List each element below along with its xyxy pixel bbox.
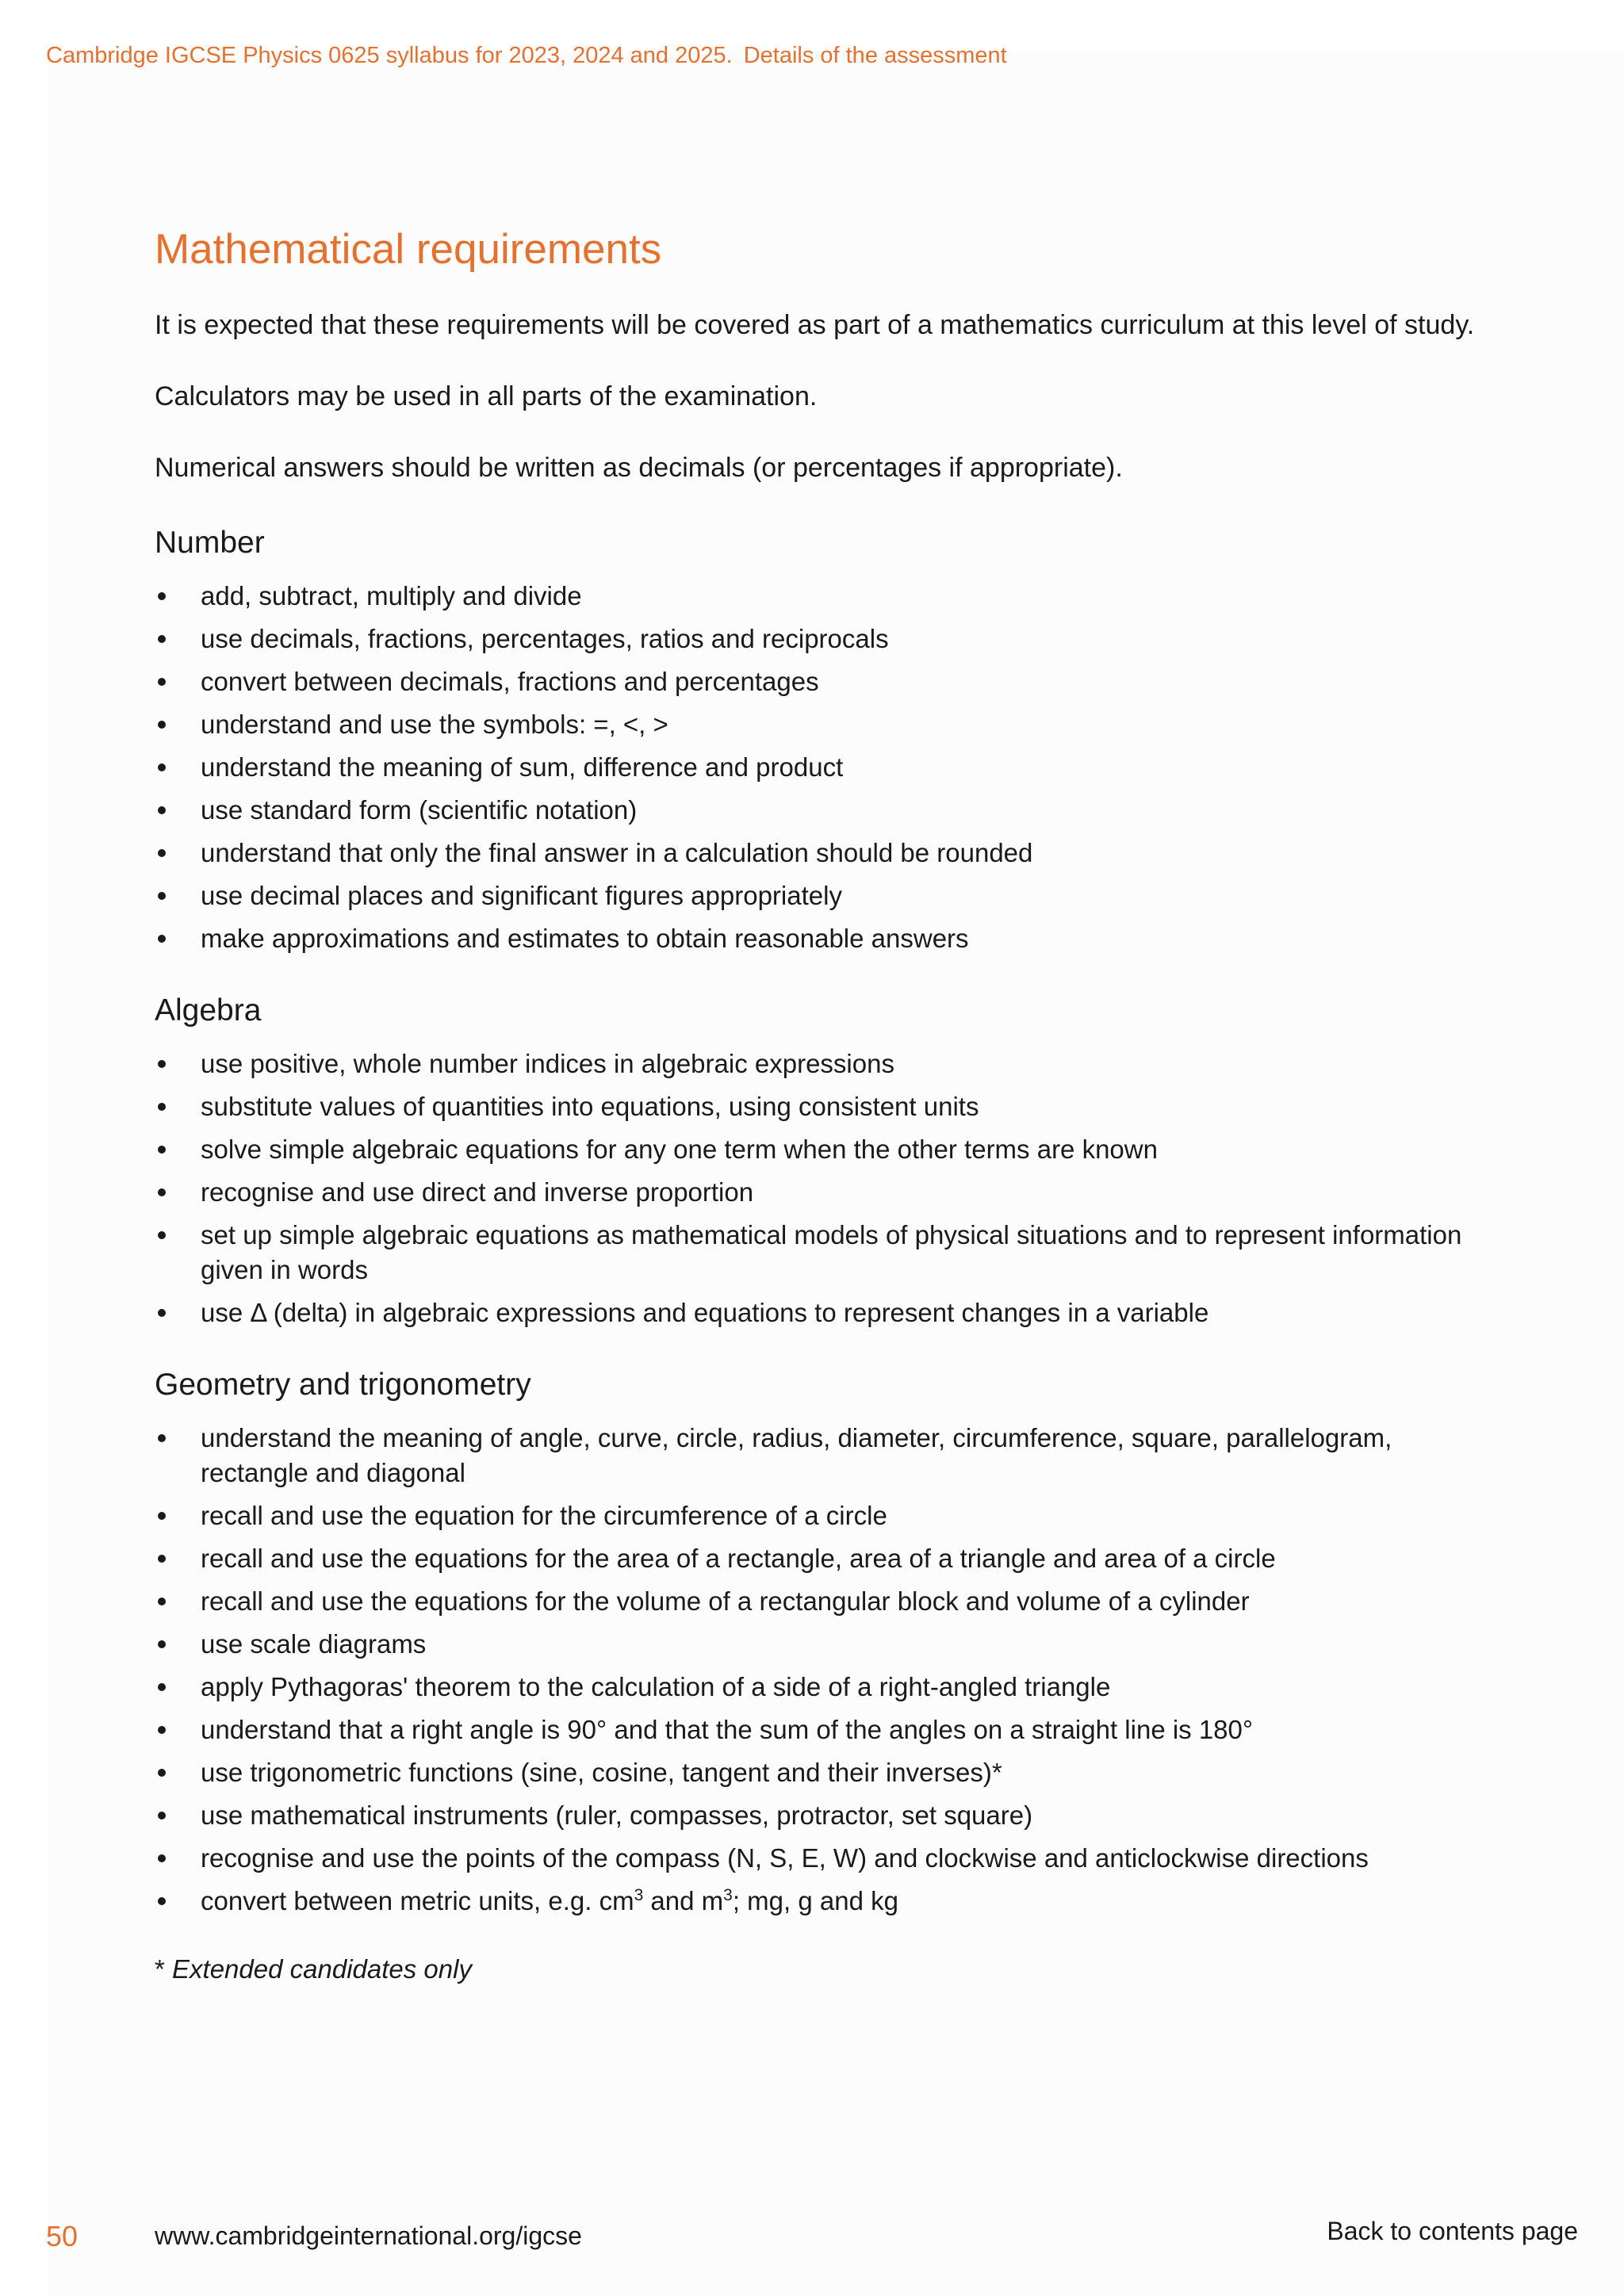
bullet-icon	[158, 1309, 166, 1317]
list-item: use trigonometric functions (sine, cosine, tangent and their inverses)*	[155, 1755, 1487, 1790]
bullet-icon	[158, 1854, 166, 1862]
section-heading-number: Number	[155, 526, 265, 560]
bullet-icon	[158, 892, 166, 900]
bullet-icon	[158, 635, 166, 643]
list-item: use standard form (scientific notation)	[155, 793, 1487, 828]
bullet-icon	[158, 1812, 166, 1820]
list-item: understand and use the symbols: =, <, >	[155, 707, 1487, 742]
list-item: use mathematical instruments (ruler, compasses, protractor, set square)	[155, 1798, 1487, 1833]
list-item: solve simple algebraic equations for any one term when the other terms are known	[155, 1132, 1487, 1167]
list-item: understand the meaning of sum, difference and product	[155, 750, 1487, 785]
intro-paragraph: Numerical answers should be written as decimals (or percentages if appropriate).	[155, 453, 1123, 483]
bullet-icon	[158, 721, 166, 729]
running-header	[46, 43, 1007, 69]
bullet-icon	[158, 1726, 166, 1734]
list-item: recognise and use the points of the compass (N, S, E, W) and clockwise and anticlockwise directions	[155, 1841, 1487, 1876]
bullet-icon	[158, 1640, 166, 1648]
list-item: convert between metric units, e.g. $cm^3$ and $m^3$; mg, g and kg	[155, 1884, 1487, 1919]
footnote-text: Extended candidates only	[172, 1954, 472, 1984]
bullet-icon	[158, 1897, 166, 1905]
bullet-icon	[158, 1683, 166, 1691]
website-link[interactable]: www.cambridgeinternational.org/igcse	[155, 2221, 582, 2250]
bullet-icon	[158, 1060, 166, 1068]
section-heading-geometry: Geometry and trigonometry	[155, 1368, 531, 1402]
bullet-icon	[158, 1103, 166, 1111]
bullet-icon	[158, 935, 166, 943]
bullet-icon	[158, 1555, 166, 1563]
list-item: use decimal places and significant figures appropriately	[155, 878, 1487, 913]
bullet-icon	[158, 678, 166, 686]
bullet-icon	[158, 592, 166, 600]
list-item: recognise and use direct and inverse proportion	[155, 1175, 1487, 1210]
main-content	[155, 222, 1487, 1985]
footnote	[155, 1954, 1487, 1985]
section-heading-algebra: Algebra	[155, 993, 262, 1027]
list-item: use decimals, fractions, percentages, ratios and reciprocals	[155, 622, 1487, 656]
back-to-contents-link[interactable]: Back to contents page	[1327, 2217, 1578, 2245]
list-item: convert between decimals, fractions and percentages	[155, 664, 1487, 699]
list-item: understand that only the final answer in a calculation should be rounded	[155, 836, 1487, 871]
list-item: apply Pythagoras' theorem to the calculation of a side of a right-angled triangle	[155, 1670, 1487, 1705]
list-item: recall and use the equation for the circumference of a circle	[155, 1498, 1487, 1533]
bullet-icon	[158, 1231, 166, 1239]
list-item: use Δ (delta) in algebraic expressions and equations to represent changes in a variable	[155, 1295, 1487, 1330]
bullet-icon	[158, 1434, 166, 1442]
list-item: add, subtract, multiply and divide	[155, 579, 1487, 614]
list-item: recall and use the equations for the volume of a rectangular block and volume of a cylinder	[155, 1584, 1487, 1619]
list-item: set up simple algebraic equations as mathematical models of physical situations and to represent information given in words	[155, 1218, 1487, 1288]
page-title: Mathematical requirements	[155, 226, 662, 273]
list-item: understand the meaning of angle, curve, circle, radius, diameter, circumference, square, parallelogram, rectangle and diagonal	[155, 1421, 1487, 1490]
list-item: make approximations and estimates to obtain reasonable answers	[155, 921, 1487, 956]
section-title: Details of the assessment	[743, 43, 1007, 68]
bullet-icon	[158, 1188, 166, 1196]
footnote-marker: *	[155, 1954, 173, 1984]
page-number: 50	[46, 2220, 79, 2252]
list-item: recall and use the equations for the area of a rectangle, area of a triangle and area of a circle	[155, 1541, 1487, 1576]
number-list	[155, 579, 1487, 956]
list-item: understand that a right angle is 90° and that the sum of the angles on a straight line is 180°	[155, 1712, 1487, 1747]
list-item: use positive, whole number indices in algebraic expressions	[155, 1047, 1487, 1081]
bullet-icon	[158, 806, 166, 814]
bullet-icon	[158, 1512, 166, 1520]
list-item: substitute values of quantities into equations, using consistent units	[155, 1089, 1487, 1124]
syllabus-title: Cambridge IGCSE Physics 0625 syllabus for 2023, 2024 and 2025.	[46, 43, 733, 68]
bullet-icon	[158, 763, 166, 771]
intro-paragraph: It is expected that these requirements will be covered as part of a mathematics curriculum at this level of study.	[155, 310, 1475, 340]
bullet-icon	[158, 1598, 166, 1605]
list-item: use scale diagrams	[155, 1627, 1487, 1662]
bullet-icon	[158, 1146, 166, 1154]
geometry-list	[155, 1421, 1487, 1919]
bullet-icon	[158, 849, 166, 857]
intro-paragraph: Calculators may be used in all parts of the examination.	[155, 381, 818, 411]
bullet-icon	[158, 1769, 166, 1777]
algebra-list	[155, 1047, 1487, 1330]
